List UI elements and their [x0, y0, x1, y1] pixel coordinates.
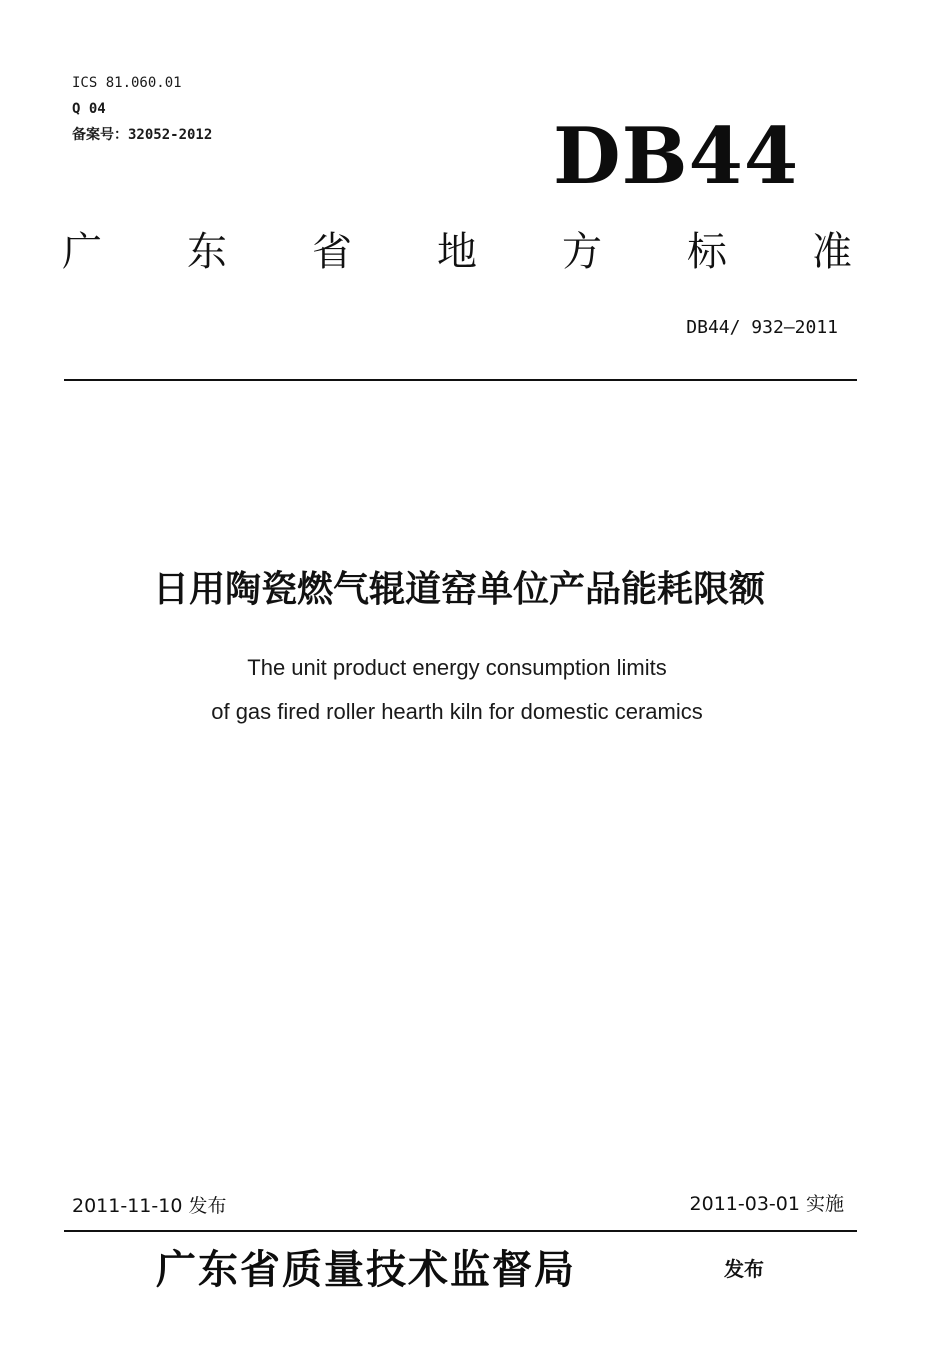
document-title-english-line2: of gas fired roller hearth kiln for domestic ceramics: [211, 699, 703, 724]
standard-type-char: 方: [562, 229, 602, 275]
standard-type-char: 省: [312, 229, 352, 275]
top-divider: [64, 379, 857, 381]
issuing-authority: 广东省质量技术监督局: [156, 1246, 576, 1293]
ics-code: ICS 81.060.01: [72, 75, 182, 91]
standard-type-char: 广: [62, 229, 102, 275]
standard-type-char: 准: [812, 229, 852, 275]
issue-date: 2011-11-10 发布: [72, 1195, 227, 1217]
document-title-english-line1: The unit product energy consumption limits: [247, 655, 667, 680]
filing-number: 备案号：32052-2012: [72, 127, 213, 143]
standard-type-char: 标: [687, 229, 727, 275]
implement-date: 2011-03-01 实施: [689, 1193, 844, 1215]
issuing-authority-suffix: 发布: [724, 1257, 764, 1281]
document-title-chinese: 日用陶瓷燃气辊道窑单位产品能耗限额: [152, 569, 765, 610]
standard-code-logo: DB44: [553, 111, 800, 202]
standard-number: DB44/ 932—2011: [686, 317, 838, 338]
standard-type-char: 东: [187, 229, 227, 275]
bottom-divider: [64, 1230, 857, 1232]
classification-code: Q 04: [72, 101, 106, 117]
standard-type-heading: [62, 222, 852, 282]
standard-type-char: 地: [437, 229, 477, 275]
